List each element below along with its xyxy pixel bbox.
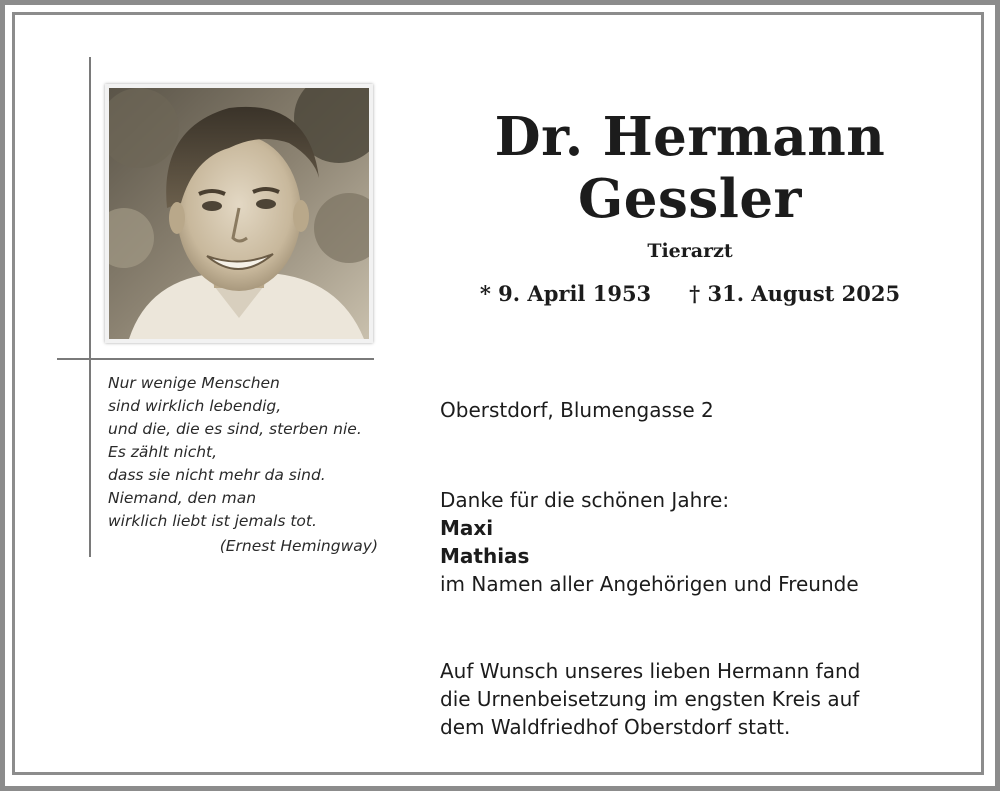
burial-notice bbox=[440, 657, 860, 741]
poem-author: (Ernest Hemingway) bbox=[219, 537, 378, 555]
thanks-block bbox=[440, 486, 859, 598]
thanks-intro: Danke für die schönen Jahre: bbox=[440, 488, 730, 512]
death-date: † 31. August 2025 bbox=[689, 281, 901, 306]
mourner-name: Maxi bbox=[440, 516, 494, 540]
thanks-closing: im Namen aller Angehörigen und Freunde bbox=[440, 572, 859, 596]
portrait-frame bbox=[105, 84, 373, 343]
poem-line: Nur wenige Menschen bbox=[108, 374, 280, 392]
address: Oberstdorf, Blumengasse 2 bbox=[440, 398, 714, 422]
life-dates bbox=[440, 281, 940, 306]
poem-line: dass sie nicht mehr da sind. bbox=[108, 466, 326, 484]
vertical-rule bbox=[89, 57, 91, 557]
deceased-name bbox=[440, 106, 940, 230]
poem-line: und die, die es sind, sterben nie. bbox=[108, 420, 362, 438]
poem-line: Niemand, den man bbox=[108, 489, 257, 507]
name-line-2: Gessler bbox=[578, 168, 802, 230]
birth-date: * 9. April 1953 bbox=[479, 281, 652, 306]
profession: Tierarzt bbox=[647, 240, 733, 262]
mourner-name: Mathias bbox=[440, 544, 530, 568]
poem-line: sind wirklich lebendig, bbox=[108, 397, 282, 415]
notice-line: die Urnenbeisetzung im engsten Kreis auf bbox=[440, 687, 860, 711]
name-line-1: Dr. Hermann bbox=[494, 106, 886, 168]
poem-line: Es zählt nicht, bbox=[108, 443, 218, 461]
portrait-photo bbox=[109, 88, 369, 339]
portrait-illustration bbox=[109, 88, 369, 339]
notice-line: Auf Wunsch unseres lieben Hermann fand bbox=[440, 659, 861, 683]
notice-line: dem Waldfriedhof Oberstdorf statt. bbox=[440, 715, 791, 739]
memorial-poem bbox=[108, 372, 378, 558]
poem-line: wirklich liebt ist jemals tot. bbox=[108, 512, 317, 530]
horizontal-rule bbox=[57, 358, 374, 360]
